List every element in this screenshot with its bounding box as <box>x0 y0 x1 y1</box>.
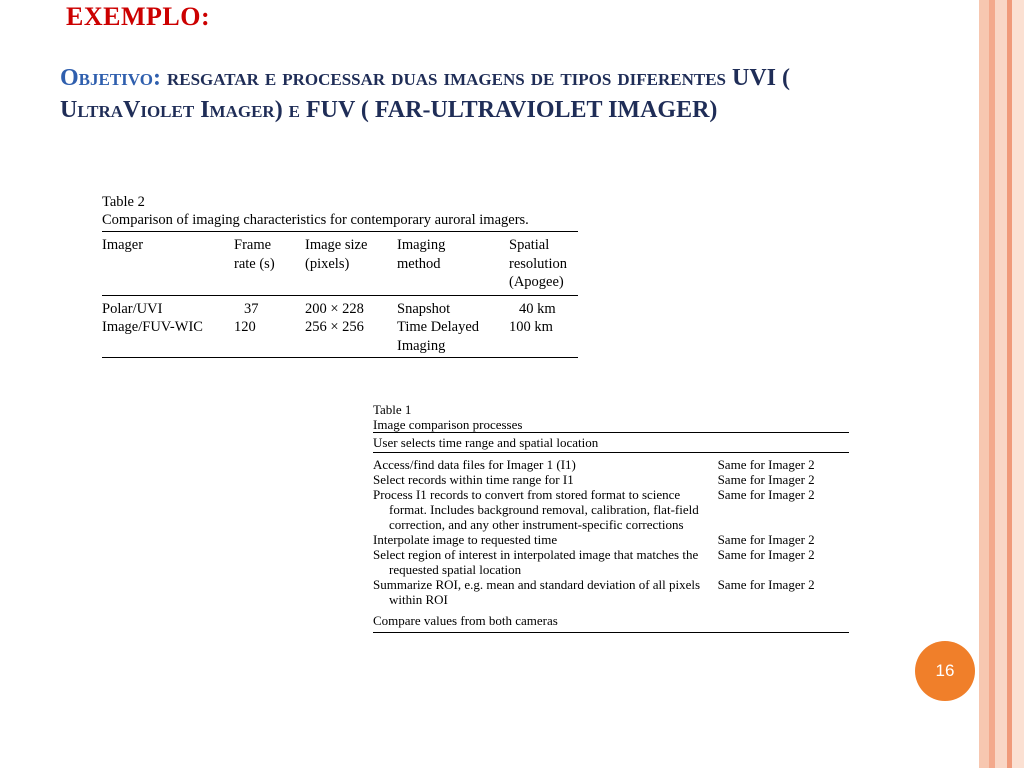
step-imager2: Same for Imager 2 <box>717 457 815 472</box>
divider <box>373 632 849 633</box>
table2-grid <box>102 231 578 358</box>
step-text: Access/find data files for Imager 1 (I1) <box>373 457 576 472</box>
step-text: Process I1 records to convert from stored format to science format. Includes background removal, calibration, flat-field correction, and any other instrument-specific corrections <box>373 487 699 532</box>
table-row <box>373 547 849 577</box>
table-cell: 256 × 256 <box>305 319 364 335</box>
table-cell: 100 km <box>509 319 553 335</box>
table-row <box>373 487 849 532</box>
table2-label: Table 2 <box>102 194 145 210</box>
step-text: Interpolate image to requested time <box>373 532 558 547</box>
table1-steps <box>373 453 849 607</box>
step-text: Select records within time range for I1 <box>373 472 574 487</box>
step-imager2: Same for Imager 2 <box>717 577 815 592</box>
table-row <box>102 295 578 318</box>
table-cell: 200 × 228 <box>305 300 364 317</box>
table-cell: 40 km <box>519 300 556 317</box>
step-imager2: Same for Imager 2 <box>717 472 815 487</box>
objective-label: Objetivo: <box>60 65 161 91</box>
table-cell: Polar/UVI <box>102 300 163 317</box>
table2-header-row <box>102 232 578 296</box>
table2-header-cell: Spatial resolution (Apogee) <box>509 237 567 290</box>
page-number-badge: 16 <box>915 641 975 701</box>
table-row <box>102 318 578 358</box>
step-imager2: Same for Imager 2 <box>717 532 815 547</box>
step-text: Summarize ROI, e.g. mean and standard deviation of all pixels within ROI <box>373 577 701 607</box>
table1-caption: Image comparison processes <box>373 417 523 432</box>
table-cell: Time Delayed Imaging <box>397 319 480 354</box>
slide-heading: EXEMPLO: <box>66 2 211 31</box>
table-row <box>373 457 849 472</box>
table2-header-cell: Imager <box>102 237 144 253</box>
table2-header-cell: Frame rate (s) <box>234 237 275 272</box>
table-row <box>373 577 849 607</box>
step-imager2: Same for Imager 2 <box>717 487 815 502</box>
table1-first-step: User selects time range and spatial location <box>373 435 599 450</box>
objective-text: resgatar e processar duas imagens de tipos diferentes UVI ( UltraViolet Imager) e FUV ( FAR-ULTRAVIOLET IMAGER) <box>60 65 790 123</box>
table1-label: Table 1 <box>373 402 412 417</box>
slide-objective <box>60 62 830 126</box>
table-cell: 37 <box>244 300 259 317</box>
decorative-side-stripes <box>979 0 1024 768</box>
table2-imaging-characteristics <box>102 193 578 358</box>
table-row <box>373 472 849 487</box>
table2-header-cell: Imaging method <box>397 237 446 272</box>
table-cell: Image/FUV-WIC <box>102 319 203 335</box>
step-text: Select region of interest in interpolated image that matches the requested spatial location <box>373 547 699 577</box>
table2-header-cell: Image size (pixels) <box>305 237 368 272</box>
table1-last-step: Compare values from both cameras <box>373 613 558 628</box>
table-cell: 120 <box>234 319 256 335</box>
table-row <box>373 532 849 547</box>
table2-caption: Comparison of imaging characteristics for contemporary auroral imagers. <box>102 212 529 228</box>
table-cell: Snapshot <box>397 300 451 317</box>
table1-image-comparison-processes <box>373 402 849 633</box>
step-imager2: Same for Imager 2 <box>717 547 815 562</box>
